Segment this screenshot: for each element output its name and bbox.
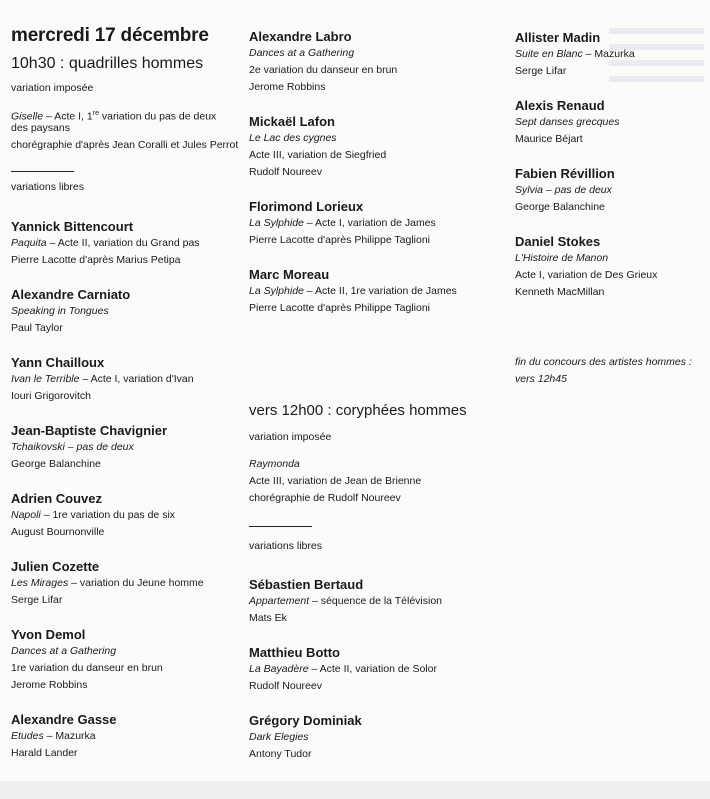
work-line: Sylvia – pas de deux <box>515 184 612 196</box>
dancer-entry <box>249 198 436 249</box>
separator-rule <box>11 171 74 172</box>
work-line: Sept danses grecques <box>515 116 620 128</box>
work-line: Le Lac des cygnes <box>249 132 337 144</box>
work-line: Etudes – Mazurka <box>11 730 96 742</box>
dancer-entry <box>11 490 175 541</box>
dancer-name: Marc Moreau <box>249 267 330 282</box>
free-variations-label: variations libres <box>11 181 84 193</box>
dancer-entry <box>249 113 386 181</box>
session-heading-coryphees: vers 12h00 : coryphées hommes <box>249 402 467 419</box>
page-edge <box>0 781 710 799</box>
free-variations-label: variations libres <box>249 540 322 552</box>
dancer-name: Julien Cozette <box>11 559 100 574</box>
dancer-name: Adrien Couvez <box>11 491 103 506</box>
session-heading-quadrilles: 10h30 : quadrilles hommes <box>11 55 204 72</box>
dancer-name: Sébastien Bertaud <box>249 577 364 592</box>
choreographer: Mats Ek <box>249 612 287 624</box>
dancer-entry <box>249 712 362 763</box>
work-line: L'Histoire de Manon <box>515 252 609 264</box>
choreographer: Paul Taylor <box>11 322 63 334</box>
dancer-entry <box>515 97 620 148</box>
dancer-entry <box>11 711 117 762</box>
end-note: fin du concours des artistes hommes : <box>515 356 692 368</box>
variation-line: 2e variation du danseur en brun <box>249 64 398 76</box>
end-note: vers 12h45 <box>515 373 567 385</box>
dancer-name: Alexandre Gasse <box>11 712 117 727</box>
imposed-variation-line: Acte III, variation de Jean de Brienne <box>249 475 422 487</box>
dancer-name: Daniel Stokes <box>515 234 601 249</box>
variation-line: Acte III, variation de Siegfried <box>249 149 387 161</box>
work-line: Suite en Blanc – Mazurka <box>515 48 635 60</box>
imposed-variation-label: variation imposée <box>11 82 94 94</box>
imposed-variation-line: chorégraphie d'après Jean Coralli et Jules Perrot <box>11 139 239 151</box>
dancer-name: Grégory Dominiak <box>249 713 362 728</box>
work-line: Dark Elegies <box>249 731 309 743</box>
variation-line: 1re variation du danseur en brun <box>11 662 163 674</box>
choreographer: Iouri Grigorovitch <box>11 390 91 402</box>
imposed-variation-line: chorégraphie de Rudolf Noureev <box>249 492 401 504</box>
dancer-name: Fabien Révillion <box>515 166 615 181</box>
choreographer: Pierre Lacotte d'après Philippe Taglioni <box>249 302 431 314</box>
work-line: Speaking in Tongues <box>11 305 109 317</box>
imposed-variation-label: variation imposée <box>249 431 332 443</box>
choreographer: Serge Lifar <box>11 594 63 606</box>
choreographer: August Bournonville <box>11 526 105 538</box>
choreographer: Pierre Lacotte d'après Marius Petipa <box>11 254 181 266</box>
dancer-name: Yannick Bittencourt <box>11 219 134 234</box>
dancer-entry <box>11 422 167 473</box>
choreographer: Serge Lifar <box>515 65 567 77</box>
work-line: Tchaikovski – pas de deux <box>11 441 134 453</box>
work-line: Napoli – 1re variation du pas de six <box>11 509 176 521</box>
choreographer: George Balanchine <box>515 201 605 213</box>
work-line: Dances at a Gathering <box>11 645 117 657</box>
work-line: Appartement – séquence de la Télévision <box>249 595 443 607</box>
work-line: La Sylphide – Acte II, 1re variation de James <box>249 285 457 297</box>
variation-line: Acte I, variation de Des Grieux <box>515 269 658 281</box>
dancer-entry <box>249 266 457 317</box>
dancer-entry <box>11 626 163 694</box>
work-line: Les Mirages – variation du Jeune homme <box>11 577 204 589</box>
work-line: La Sylphide – Acte I, variation de James <box>249 217 436 229</box>
dancer-name: Matthieu Botto <box>249 645 340 660</box>
dancer-name: Yann Chailloux <box>11 355 105 370</box>
separator-rule <box>249 526 312 527</box>
choreographer: Harald Lander <box>11 747 78 759</box>
dancer-name: Yvon Demol <box>11 627 86 642</box>
dancer-name: Alexandre Carniato <box>11 287 131 302</box>
choreographer: Pierre Lacotte d'après Philippe Taglioni <box>249 234 431 246</box>
dancer-name: Allister Madin <box>515 30 601 45</box>
choreographer: Jerome Robbins <box>11 679 88 691</box>
dancer-entry <box>249 576 442 627</box>
choreographer: Rudolf Noureev <box>249 166 322 178</box>
dancer-name: Jean-Baptiste Chavignier <box>11 423 168 438</box>
dancer-name: Alexandre Labro <box>249 29 352 44</box>
dancer-entry <box>11 558 204 609</box>
dancer-entry <box>515 29 635 80</box>
work-line: La Bayadère – Acte II, variation de Solor <box>249 663 437 675</box>
choreographer: Kenneth MacMillan <box>515 286 605 298</box>
imposed-variation-line: Raymonda <box>249 458 300 470</box>
dancer-entry <box>11 218 200 269</box>
work-line: Paquita – Acte II, variation du Grand pas <box>11 237 200 249</box>
dancer-entry <box>249 28 397 96</box>
work-line: Ivan le Terrible – Acte I, variation d'Ivan <box>11 373 194 385</box>
choreographer: Jerome Robbins <box>249 81 326 93</box>
date-heading: mercredi 17 décembre <box>11 25 209 46</box>
work-line: Dances at a Gathering <box>249 47 355 59</box>
imposed-variation-line: des paysans <box>11 122 70 134</box>
dancer-entry <box>249 644 437 695</box>
choreographer: Maurice Béjart <box>515 133 583 145</box>
imposed-variation-line: Giselle – Acte I, 1re variation du pas de deux <box>11 110 217 123</box>
choreographer: Antony Tudor <box>249 748 312 760</box>
choreographer: Rudolf Noureev <box>249 680 322 692</box>
dancer-entry <box>515 165 615 216</box>
dancer-entry <box>11 354 194 405</box>
dancer-name: Mickaël Lafon <box>249 114 335 129</box>
dancer-entry <box>515 233 657 301</box>
dancer-entry <box>11 286 130 337</box>
dancer-name: Florimond Lorieux <box>249 199 364 214</box>
dancer-name: Alexis Renaud <box>515 98 605 113</box>
choreographer: George Balanchine <box>11 458 101 470</box>
